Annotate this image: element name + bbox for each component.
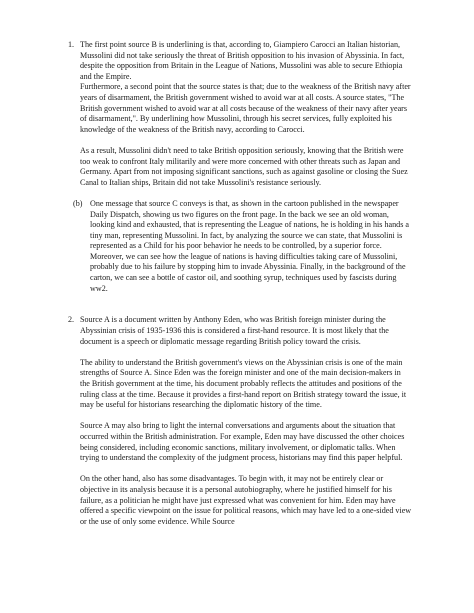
answer-1b-paragraph: One message that source C conveys is that, as shown in the cartoon published in the newspaper Daily Dispatch, showing us two figures on the front page. In the back we see an old woman, looking kind and exhausted, that is representing the League of nations, he is holding in his hands a tiny man, representing Mussolini. In fact, by analyzing the source we can state, that Mussolini is represented as a Child for his poor behavior he needs to be controlled, by a superior force. Moreover, we can see how the league of nations is having difficulties taking care of Mussolini, probably due to his failure by stopping him to invade Abyssinia. Finally, in the background of the carton, we can see a bottle of castor oil, and soothing syrup, techniques used by fascists during ww2. — [90, 198, 409, 293]
answer-1-number: 1. — [68, 40, 75, 49]
answer-2-paragraph-3: Source A may also bring to light the internal conversations and arguments about the situation that occurred within the British administration. For example, Eden may have discussed the other choices being considered, including economic sanctions, military involvement, or diplomatic talks. When trying to understand the complexity of the judgment process, historians may find this paper helpful. — [80, 421, 405, 463]
answer-1b — [73, 198, 412, 294]
answer-2-number: 2. — [68, 315, 75, 325]
answer-1b-label: (b) — [73, 198, 83, 208]
answer-1-paragraph-2: Furthermore, a second point that the source states is that; due to the weakness of the British navy after years of disarmament, the British government wished to avoid war at all costs. A source states, "The British government wished to avoid war at all costs because of the weakness of their navy after years of disarmament,". By underlining how Mussolini, through his secret services, fully exploited his knowledge of the weakness of the British navy, according to Carocci. — [80, 82, 411, 134]
answer-1-paragraph-3: As a result, Mussolini didn't need to take British opposition seriously, knowing that the British were too weak to confront Italy militarily and were more concerned with other threats such as Japan and Germany. Apart from not imposing significant sanctions, such as against gasoline or closing the Suez Canal to Italian ships, Britain did not take Mussolini's resistance seriously. — [80, 145, 408, 187]
answer-2-paragraph-1: Source A is a document written by Anthony Eden, who was British foreign minister during the Abyssinian crisis of 1935-1936 this is considered a first-hand resource. It is most likely that the document is a speech or diplomatic message regarding British policy toward the crisis. — [80, 315, 389, 346]
answer-2 — [68, 315, 412, 527]
answer-2-paragraph-2: The ability to understand the British government's views on the Abyssinian crisis is one of the main strengths of Source A. Since Eden was the foreign minister and one of the main decision-makers in the British government at the time, his document probably reflects the attitudes and positions of the ruling class at the time. Because it provides a first-hand report on British strategy toward the issue, it may be useful for historians researching the diplomatic history of the time. — [80, 357, 407, 410]
answer-1-paragraph-1: The first point source B is underlining is that, according to, Giampiero Carocci an Italian historian, Mussolini did not take seriously the threat of British opposition to his invasion of Abyssinia. In fact, despite the opposition from Britain in the League of Nations, Mussolini was able to secure Ethiopia and the Empire. — [80, 40, 405, 81]
answer-2-paragraph-4: On the other hand, also has some disadvantages. To begin with, it may not be entirely clear or objective in its analysis because it is a personal autobiography, where he justified himself for his failure, as a politician he might have just expressed what was convenient for him. Eden may have offered a specific viewpoint on the issue for political reasons, which may have led to a one-sided view or the use of only some evidence. While Source — [80, 474, 412, 526]
answer-1 — [68, 40, 412, 294]
